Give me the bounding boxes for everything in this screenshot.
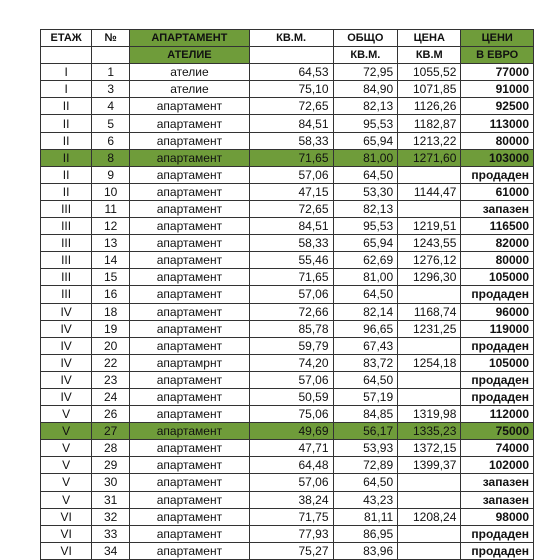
cell-floor: II — [41, 115, 92, 132]
cell-number: 31 — [92, 491, 130, 508]
cell-type: апартамент — [130, 166, 250, 183]
cell-floor: II — [41, 166, 92, 183]
cell-total-sqm: 83,72 — [333, 354, 398, 371]
cell-total-sqm: 43,23 — [333, 491, 398, 508]
cell-total-sqm: 84,85 — [333, 406, 398, 423]
cell-number: 26 — [92, 406, 130, 423]
cell-price: 113000 — [461, 115, 534, 132]
table-row — [41, 235, 534, 252]
cell-number: 4 — [92, 98, 130, 115]
table-row — [41, 303, 534, 320]
cell-floor: VI — [41, 542, 92, 559]
cell-number: 16 — [92, 286, 130, 303]
cell-price-sqm: 1208,24 — [398, 508, 461, 525]
cell-price: 91000 — [461, 81, 534, 98]
cell-total-sqm: 65,94 — [333, 235, 398, 252]
cell-floor: VI — [41, 525, 92, 542]
cell-floor: I — [41, 81, 92, 98]
cell-price-sqm: 1213,22 — [398, 132, 461, 149]
cell-total-sqm: 64,50 — [333, 286, 398, 303]
cell-floor: V — [41, 491, 92, 508]
cell-price-sqm: 1271,60 — [398, 149, 461, 166]
table-row — [41, 149, 534, 166]
cell-number: 24 — [92, 388, 130, 405]
cell-floor: V — [41, 457, 92, 474]
cell-sqm: 75,27 — [249, 542, 333, 559]
cell-price: 80000 — [461, 132, 534, 149]
table-row — [41, 320, 534, 337]
cell-floor: II — [41, 98, 92, 115]
cell-price: 96000 — [461, 303, 534, 320]
cell-number: 30 — [92, 474, 130, 491]
cell-floor: V — [41, 474, 92, 491]
cell-sqm: 72,66 — [249, 303, 333, 320]
cell-floor: I — [41, 64, 92, 81]
cell-sqm: 57,06 — [249, 371, 333, 388]
header-total: ОБЩО — [333, 30, 398, 47]
cell-type: апартамент — [130, 525, 250, 542]
cell-price-sqm: 1219,51 — [398, 218, 461, 235]
cell-price-sqm: 1372,15 — [398, 440, 461, 457]
cell-sqm: 72,65 — [249, 98, 333, 115]
cell-type: апартамент — [130, 149, 250, 166]
cell-price: 92500 — [461, 98, 534, 115]
header-floor: ЕТАЖ — [41, 30, 92, 47]
cell-price: продаден — [461, 542, 534, 559]
table-row — [41, 166, 534, 183]
cell-sqm: 50,59 — [249, 388, 333, 405]
cell-total-sqm: 72,95 — [333, 64, 398, 81]
table-row — [41, 474, 534, 491]
cell-number: 13 — [92, 235, 130, 252]
cell-total-sqm: 64,50 — [333, 166, 398, 183]
cell-sqm: 75,06 — [249, 406, 333, 423]
cell-number: 20 — [92, 337, 130, 354]
cell-number: 9 — [92, 166, 130, 183]
cell-price: 74000 — [461, 440, 534, 457]
cell-price-sqm: 1182,87 — [398, 115, 461, 132]
cell-sqm: 57,06 — [249, 474, 333, 491]
cell-total-sqm: 81,00 — [333, 149, 398, 166]
cell-price: продаден — [461, 525, 534, 542]
cell-sqm: 71,75 — [249, 508, 333, 525]
table-row — [41, 98, 534, 115]
cell-sqm: 77,93 — [249, 525, 333, 542]
table-row — [41, 508, 534, 525]
cell-price-sqm — [398, 286, 461, 303]
cell-floor: III — [41, 269, 92, 286]
cell-total-sqm: 53,30 — [333, 183, 398, 200]
cell-sqm: 57,06 — [249, 286, 333, 303]
cell-number: 8 — [92, 149, 130, 166]
cell-number: 14 — [92, 252, 130, 269]
cell-floor: V — [41, 440, 92, 457]
cell-total-sqm: 81,11 — [333, 508, 398, 525]
cell-price: продаден — [461, 388, 534, 405]
cell-price: 82000 — [461, 235, 534, 252]
cell-type: ателие — [130, 81, 250, 98]
table-row — [41, 491, 534, 508]
cell-type: апартамент — [130, 98, 250, 115]
cell-type: апартамент — [130, 269, 250, 286]
cell-number: 3 — [92, 81, 130, 98]
cell-number: 1 — [92, 64, 130, 81]
cell-sqm: 58,33 — [249, 235, 333, 252]
cell-price-sqm: 1319,98 — [398, 406, 461, 423]
cell-total-sqm: 57,19 — [333, 388, 398, 405]
cell-type: апартамент — [130, 286, 250, 303]
cell-price: запазен — [461, 491, 534, 508]
cell-type: апартамент — [130, 200, 250, 217]
cell-price-sqm — [398, 491, 461, 508]
cell-type: апартамент — [130, 406, 250, 423]
cell-total-sqm: 53,93 — [333, 440, 398, 457]
cell-total-sqm: 62,69 — [333, 252, 398, 269]
cell-number: 5 — [92, 115, 130, 132]
cell-floor: III — [41, 286, 92, 303]
table-row — [41, 354, 534, 371]
cell-number: 23 — [92, 371, 130, 388]
cell-type: ателие — [130, 64, 250, 81]
cell-price-sqm — [398, 388, 461, 405]
cell-total-sqm: 72,89 — [333, 457, 398, 474]
cell-floor: IV — [41, 337, 92, 354]
table-row — [41, 269, 534, 286]
cell-price: 102000 — [461, 457, 534, 474]
cell-price: 98000 — [461, 508, 534, 525]
cell-floor: III — [41, 235, 92, 252]
cell-total-sqm: 56,17 — [333, 423, 398, 440]
cell-sqm: 64,48 — [249, 457, 333, 474]
cell-price-sqm: 1254,18 — [398, 354, 461, 371]
table-row — [41, 457, 534, 474]
cell-price: запазен — [461, 200, 534, 217]
cell-price-sqm — [398, 542, 461, 559]
table-row — [41, 115, 534, 132]
cell-sqm: 85,78 — [249, 320, 333, 337]
cell-price: продаден — [461, 371, 534, 388]
cell-sqm: 75,10 — [249, 81, 333, 98]
cell-price: запазен — [461, 474, 534, 491]
header-apartment-sub: АТЕЛИЕ — [130, 47, 250, 64]
cell-price-sqm — [398, 474, 461, 491]
cell-type: апартамент — [130, 457, 250, 474]
cell-number: 22 — [92, 354, 130, 371]
cell-total-sqm: 82,14 — [333, 303, 398, 320]
table-row — [41, 525, 534, 542]
cell-number: 12 — [92, 218, 130, 235]
table-row — [41, 64, 534, 81]
cell-total-sqm: 86,95 — [333, 525, 398, 542]
table-row — [41, 406, 534, 423]
cell-type: апартамент — [130, 388, 250, 405]
header-row-2 — [41, 47, 534, 64]
cell-floor: IV — [41, 371, 92, 388]
table-row — [41, 542, 534, 559]
table-row — [41, 423, 534, 440]
cell-sqm: 38,24 — [249, 491, 333, 508]
cell-price-sqm: 1335,23 — [398, 423, 461, 440]
cell-sqm: 64,53 — [249, 64, 333, 81]
cell-type: апартамент — [130, 303, 250, 320]
cell-number: 33 — [92, 525, 130, 542]
cell-sqm: 71,65 — [249, 269, 333, 286]
cell-total-sqm: 82,13 — [333, 200, 398, 217]
cell-type: апартамент — [130, 371, 250, 388]
cell-price-sqm: 1243,55 — [398, 235, 461, 252]
cell-price-sqm — [398, 337, 461, 354]
cell-number: 15 — [92, 269, 130, 286]
table-row — [41, 81, 534, 98]
cell-total-sqm: 84,90 — [333, 81, 398, 98]
cell-price-sqm: 1231,25 — [398, 320, 461, 337]
cell-price-sqm: 1399,37 — [398, 457, 461, 474]
cell-price-sqm: 1126,26 — [398, 98, 461, 115]
cell-total-sqm: 64,50 — [333, 371, 398, 388]
cell-price: 105000 — [461, 354, 534, 371]
cell-total-sqm: 67,43 — [333, 337, 398, 354]
cell-number: 10 — [92, 183, 130, 200]
table-row — [41, 440, 534, 457]
cell-price-sqm: 1055,52 — [398, 64, 461, 81]
cell-number: 29 — [92, 457, 130, 474]
cell-sqm: 47,71 — [249, 440, 333, 457]
cell-price: продаден — [461, 166, 534, 183]
cell-type: апартамент — [130, 320, 250, 337]
cell-number: 27 — [92, 423, 130, 440]
cell-type: апартамент — [130, 508, 250, 525]
cell-sqm: 71,65 — [249, 149, 333, 166]
cell-number: 19 — [92, 320, 130, 337]
cell-price: 105000 — [461, 269, 534, 286]
cell-price: 77000 — [461, 64, 534, 81]
cell-type: апартамент — [130, 491, 250, 508]
table-row — [41, 252, 534, 269]
table-row — [41, 200, 534, 217]
cell-sqm: 74,20 — [249, 354, 333, 371]
cell-floor: IV — [41, 303, 92, 320]
cell-floor: III — [41, 218, 92, 235]
cell-type: апартамент — [130, 115, 250, 132]
cell-price: 112000 — [461, 406, 534, 423]
header-sqm-sub — [249, 47, 333, 64]
cell-floor: II — [41, 132, 92, 149]
table-row — [41, 286, 534, 303]
cell-number: 11 — [92, 200, 130, 217]
cell-price: продаден — [461, 286, 534, 303]
cell-floor: IV — [41, 388, 92, 405]
cell-price-sqm — [398, 525, 461, 542]
cell-type: апартамент — [130, 218, 250, 235]
cell-sqm: 84,51 — [249, 218, 333, 235]
cell-sqm: 58,33 — [249, 132, 333, 149]
table-body — [41, 30, 534, 560]
cell-price: 61000 — [461, 183, 534, 200]
cell-type: апартамент — [130, 132, 250, 149]
header-price-sqm: ЦЕНА — [398, 30, 461, 47]
cell-price-sqm: 1071,85 — [398, 81, 461, 98]
cell-total-sqm: 65,94 — [333, 132, 398, 149]
cell-price: 103000 — [461, 149, 534, 166]
cell-sqm: 59,79 — [249, 337, 333, 354]
cell-sqm: 84,51 — [249, 115, 333, 132]
header-price-sqm-sub: КВ.М — [398, 47, 461, 64]
cell-total-sqm: 95,53 — [333, 218, 398, 235]
table-row — [41, 388, 534, 405]
header-price-sub: В ЕВРО — [461, 47, 534, 64]
cell-floor: III — [41, 200, 92, 217]
cell-type: апартамент — [130, 337, 250, 354]
table-row — [41, 337, 534, 354]
cell-total-sqm: 83,96 — [333, 542, 398, 559]
cell-price: 116500 — [461, 218, 534, 235]
cell-type: апартамент — [130, 440, 250, 457]
header-number: № — [92, 30, 130, 47]
header-total-sub: КВ.М. — [333, 47, 398, 64]
header-price: ЦЕНИ — [461, 30, 534, 47]
cell-total-sqm: 64,50 — [333, 474, 398, 491]
cell-type: апартамент — [130, 252, 250, 269]
cell-price-sqm: 1276,12 — [398, 252, 461, 269]
cell-sqm: 49,69 — [249, 423, 333, 440]
cell-type: апартамент — [130, 423, 250, 440]
cell-floor: IV — [41, 320, 92, 337]
cell-price-sqm: 1168,74 — [398, 303, 461, 320]
cell-sqm: 57,06 — [249, 166, 333, 183]
cell-price: 75000 — [461, 423, 534, 440]
cell-price-sqm — [398, 200, 461, 217]
cell-type: апартамент — [130, 542, 250, 559]
cell-type: апартамент — [130, 474, 250, 491]
cell-total-sqm: 81,00 — [333, 269, 398, 286]
cell-price-sqm: 1144,47 — [398, 183, 461, 200]
cell-floor: II — [41, 149, 92, 166]
cell-floor: II — [41, 183, 92, 200]
cell-type: апартамрнт — [130, 354, 250, 371]
cell-number: 6 — [92, 132, 130, 149]
cell-number: 18 — [92, 303, 130, 320]
cell-total-sqm: 96,65 — [333, 320, 398, 337]
cell-sqm: 55,46 — [249, 252, 333, 269]
cell-floor: III — [41, 252, 92, 269]
cell-price-sqm — [398, 371, 461, 388]
header-row-1 — [41, 30, 534, 47]
header-number-sub — [92, 47, 130, 64]
cell-floor: VI — [41, 508, 92, 525]
cell-type: апартамент — [130, 235, 250, 252]
header-apartment: АПАРТАМЕНТ — [130, 30, 250, 47]
cell-number: 34 — [92, 542, 130, 559]
table-row — [41, 218, 534, 235]
cell-number: 28 — [92, 440, 130, 457]
cell-price-sqm — [398, 166, 461, 183]
cell-total-sqm: 95,53 — [333, 115, 398, 132]
cell-price: 80000 — [461, 252, 534, 269]
cell-type: апартамент — [130, 183, 250, 200]
cell-price-sqm: 1296,30 — [398, 269, 461, 286]
cell-floor: V — [41, 423, 92, 440]
cell-number: 32 — [92, 508, 130, 525]
table-row — [41, 371, 534, 388]
cell-floor: V — [41, 406, 92, 423]
header-floor-sub — [41, 47, 92, 64]
table-row — [41, 183, 534, 200]
cell-price: продаден — [461, 337, 534, 354]
cell-total-sqm: 82,13 — [333, 98, 398, 115]
table-row — [41, 132, 534, 149]
cell-floor: IV — [41, 354, 92, 371]
cell-price: 119000 — [461, 320, 534, 337]
cell-sqm: 47,15 — [249, 183, 333, 200]
header-sqm: КВ.М. — [249, 30, 333, 47]
apartment-price-table — [40, 29, 534, 560]
cell-sqm: 72,65 — [249, 200, 333, 217]
